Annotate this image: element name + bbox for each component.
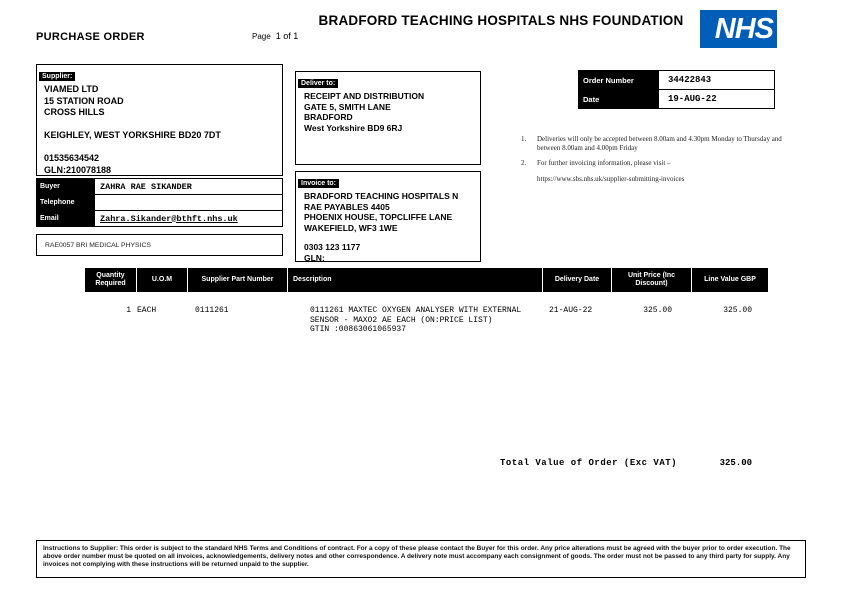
telephone-label: Telephone: [37, 195, 95, 210]
note-item: [519, 135, 787, 152]
invoice-address-line: RAE PAYABLES 4405: [304, 201, 390, 212]
item-delivery-date: 21-AUG-22: [549, 306, 593, 315]
buyer-label: Buyer: [37, 179, 95, 194]
header-delivery-date: Delivery Date: [543, 268, 612, 292]
buyer-name: ZAHRA RAE SIKANDER: [100, 181, 192, 192]
supplier-instructions-box: [36, 540, 806, 578]
email-label: Email: [37, 211, 95, 226]
deliver-address-line: GATE 5, SMITH LANE: [304, 101, 391, 112]
department-ref: RAE0057 BRI MEDICAL PHYSICS: [45, 241, 151, 249]
order-number-row: [578, 70, 775, 90]
hospital-title: BRADFORD TEACHING HOSPITALS NHS FOUNDATION: [318, 13, 684, 28]
invoice-to-box: [295, 171, 481, 262]
supplier-label: Supplier:: [39, 72, 75, 81]
item-quantity: 1: [126, 306, 131, 315]
total-label: Total Value of Order (Exc VAT): [500, 458, 678, 468]
page-indicator: [252, 31, 298, 41]
order-info-table: [578, 70, 775, 109]
deliver-address-line: RECEIPT AND DISTRIBUTION: [304, 91, 425, 101]
nhs-logo-text: NHS: [714, 12, 773, 45]
supplier-address-line: [44, 142, 282, 154]
page-label: Page: [252, 32, 271, 41]
supplier-address-line: VIAMED LTD: [44, 84, 99, 94]
deliver-address-line: West Yorkshire BD9 6RJ: [304, 122, 403, 133]
header-description: Description: [288, 268, 543, 292]
buyer-row: [36, 178, 283, 195]
deliver-to-label: Deliver to:: [298, 79, 338, 88]
note-text: Deliveries will only be accepted between 8.00am and 4.30pm Monday to Thursday and between 8.00am and 4.00pm Friday: [537, 135, 782, 152]
invoicing-info-link[interactable]: https://www.sbs.nhs.uk/supplier-submitting-invoices: [537, 174, 685, 183]
supplier-box: [36, 64, 283, 176]
item-line-value: 325.00: [723, 306, 752, 315]
total-value: 325.00: [719, 458, 752, 468]
invoice-to-address: [304, 191, 480, 233]
supplier-address-line: [44, 119, 282, 131]
deliver-address-line: BRADFORD: [304, 112, 353, 122]
supplier-address-line: 15 STATION ROAD: [44, 95, 124, 106]
buyer-email-link[interactable]: Zahra.Sikander@bthft.nhs.uk: [100, 213, 238, 224]
invoice-gln: GLN:: [304, 252, 325, 263]
supplier-address-line: CROSS HILLS: [44, 107, 105, 117]
header-unit-price: Unit Price (Inc Discount): [612, 268, 692, 292]
supplier-phone: 01535634542: [44, 153, 100, 163]
deliver-to-address: [304, 91, 480, 133]
note-number: 1.: [521, 135, 527, 143]
note-item: [519, 159, 787, 168]
supplier-gln: GLN:210078188: [44, 164, 112, 175]
telephone-row: [36, 194, 283, 211]
order-date-value: 19-AUG-22: [668, 94, 717, 104]
invoice-address-line: PHOENIX HOUSE, TOPCLIFFE LANE: [304, 212, 453, 222]
header-uom: U.O.M: [137, 268, 188, 292]
item-unit-price: 325.00: [643, 306, 672, 315]
email-row: [36, 210, 283, 227]
order-number-label: Order Number: [579, 71, 659, 89]
invoice-phone: 0303 123 1177: [304, 242, 361, 252]
invoice-address-line: WAKEFIELD, WF3 1WE: [304, 222, 398, 233]
item-description-line: SENSOR - MAXO2 AE EACH (ON:PRICE LIST): [310, 315, 493, 325]
order-notes: [519, 135, 787, 183]
supplier-instructions-text: Instructions to Supplier: This order is subject to the standard NHS Terms and Conditions of contract. For a copy of these please contact the Buyer for this order. Any price alterations must be agreed with the buyer prior to order execution. The above order number must be quoted on all invoices, acknowledgements, delivery notes and other correspondence. A delivery note must accompany each consignment of goods. The order must not be passed to any third party for supply. Any invoices not complying with these instructions will be returned unpaid to the supplier.: [43, 545, 791, 568]
order-date-label: Date: [579, 90, 659, 108]
item-part-number: 0111261: [195, 306, 229, 315]
header-line-value: Line Value GBP: [704, 276, 756, 283]
note-number: 2.: [521, 159, 527, 167]
supplier-address: [44, 84, 282, 176]
doc-type-title: PURCHASE ORDER: [36, 31, 145, 43]
note-text: For further invoicing information, please visit –: [537, 159, 671, 167]
invoice-to-label: Invoice to:: [298, 179, 339, 188]
nhs-logo: [700, 10, 777, 48]
buyer-section: [36, 178, 283, 227]
invoice-address-line: BRADFORD TEACHING HOSPITALS N: [304, 191, 459, 201]
item-uom: EACH: [137, 306, 157, 315]
deliver-to-box: [295, 71, 481, 165]
header-quantity: Quantity Required: [85, 268, 137, 292]
page-value: 1 of 1: [275, 31, 299, 41]
telephone-value: [95, 195, 282, 210]
header-part-number: Supplier Part Number: [188, 268, 288, 292]
item-description-line: 0111261 MAXTEC OXYGEN ANALYSER WITH EXTERNAL: [310, 306, 522, 315]
order-number-value: 34422843: [668, 75, 712, 85]
supplier-address-line: KEIGHLEY, WEST YORKSHIRE BD20 7DT: [44, 130, 221, 140]
item-description: [310, 306, 521, 335]
order-date-row: [578, 89, 775, 109]
item-gtin: GTIN :00863061065937: [310, 325, 407, 334]
items-table-header: [85, 268, 768, 292]
department-ref-box: [36, 234, 283, 256]
